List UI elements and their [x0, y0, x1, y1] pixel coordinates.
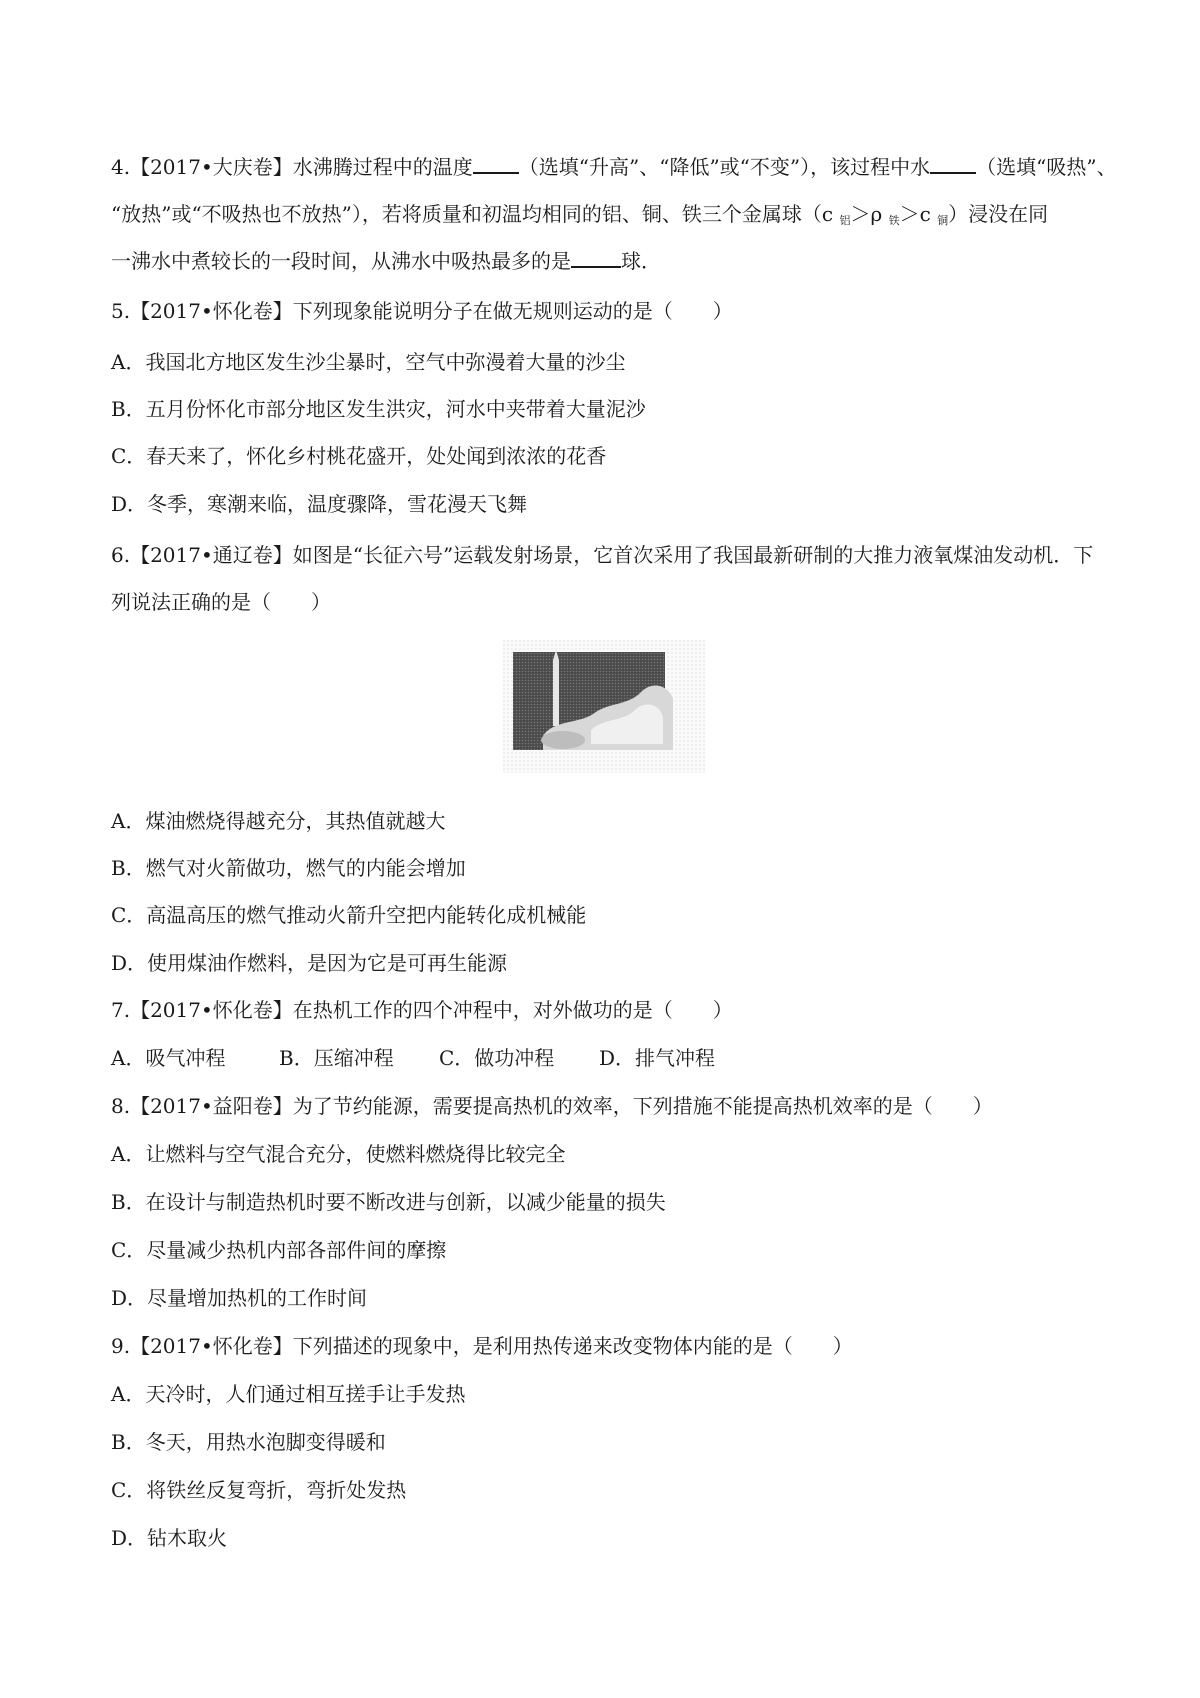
q4-text: （选填“吸热”、	[976, 155, 1117, 179]
q5-stem: 5.【2017•怀化卷】下列现象能说明分子在做无规则运动的是（ ）	[111, 299, 733, 323]
q4-text: “放热”或“不吸热也不放热”），若将质量和初温均相同的铝、铜、铁三个金属球（c	[111, 202, 840, 226]
q9-option-c: C．将铁丝反复弯折，弯折处发热	[111, 1478, 407, 1502]
q8-option-d: D．尽量增加热机的工作时间	[111, 1286, 368, 1310]
q9-option-d: D．钻木取火	[111, 1526, 228, 1550]
q4-line-3	[111, 244, 661, 276]
q9-stem: 9.【2017•怀化卷】下列描述的现象中，是利用热传递来改变物体内能的是（ ）	[111, 1334, 853, 1358]
q8-option-b: B．在设计与制造热机时要不断改进与创新，以减少能量的损失	[111, 1190, 666, 1214]
q8-option-c: C．尽量减少热机内部各部件间的摩擦	[111, 1238, 447, 1262]
q7-option-d: D．排气冲程	[599, 1046, 716, 1070]
q6-option-a: A．煤油燃烧得越充分，其热值就越大	[111, 809, 446, 833]
q4-blank-1	[473, 150, 519, 174]
q9-option-b: B．冬天，用热水泡脚变得暖和	[111, 1430, 386, 1454]
q4-text: 一沸水中煮较长的一段时间，从沸水中吸热最多的是	[111, 249, 571, 273]
q4-text: ）浸没在同	[948, 202, 1049, 226]
q9-option-a: A．天冷时，人们通过相互搓手让手发热	[111, 1382, 466, 1406]
q4-text: 球．	[621, 249, 661, 273]
q4-blank-2	[930, 150, 976, 174]
q7-option-c: C．做功冲程	[439, 1046, 555, 1070]
q5-option-c: C．春天来了，怀化乡村桃花盛开，处处闻到浓浓的花香	[111, 444, 607, 468]
q6-option-d: D．使用煤油作燃料，是因为它是可再生能源	[111, 951, 508, 975]
q6-option-c: C．高温高压的燃气推动火箭升空把内能转化成机械能	[111, 903, 587, 927]
q4-text: ＞c	[899, 202, 938, 226]
q5-option-b: B．五月份怀化市部分地区发生洪灾，河水中夹带着大量泥沙	[111, 397, 646, 421]
q4-subscript: 铁	[888, 214, 900, 227]
q4-text: ＞ρ	[850, 202, 889, 226]
q7-option-b: B．压缩冲程	[279, 1046, 394, 1070]
q7-options	[111, 1043, 715, 1073]
q5-option-d: D．冬季，寒潮来临，温度骤降，雪花漫天飞舞	[111, 492, 528, 516]
q8-option-a: A．让燃料与空气混合充分，使燃料燃烧得比较完全	[111, 1142, 566, 1166]
q7-option-a: A．吸气冲程	[111, 1046, 226, 1070]
rocket-launch-photo	[503, 640, 705, 773]
q4-subscript: 铜	[937, 214, 949, 227]
q6-stem-line-2: 列说法正确的是（ ）	[111, 590, 331, 614]
q4-line-2	[111, 199, 1048, 236]
q4-blank-3	[571, 244, 621, 268]
q4-subscript: 铝	[839, 214, 851, 227]
q5-option-a: A．我国北方地区发生沙尘暴时，空气中弥漫着大量的沙尘	[111, 350, 626, 374]
q8-stem: 8.【2017•益阳卷】为了节约能源，需要提高热机的效率，下列措施不能提高热机效率的是（ ）	[111, 1094, 993, 1118]
q6-stem-line-1: 6.【2017•通辽卷】如图是“长征六号”运载发射场景，它首次采用了我国最新研制的大推力液氧煤油发动机．下	[111, 543, 1094, 567]
q6-option-b: B．燃气对火箭做功，燃气的内能会增加	[111, 856, 466, 880]
q4-text: 4.【2017•大庆卷】水沸腾过程中的温度	[111, 155, 473, 179]
q4-text: （选填“升高”、“降低”或“不变”），该过程中水	[518, 155, 931, 179]
q4-line-1	[111, 150, 1117, 182]
q7-stem: 7.【2017•怀化卷】在热机工作的四个冲程中，对外做功的是（ ）	[111, 998, 733, 1022]
